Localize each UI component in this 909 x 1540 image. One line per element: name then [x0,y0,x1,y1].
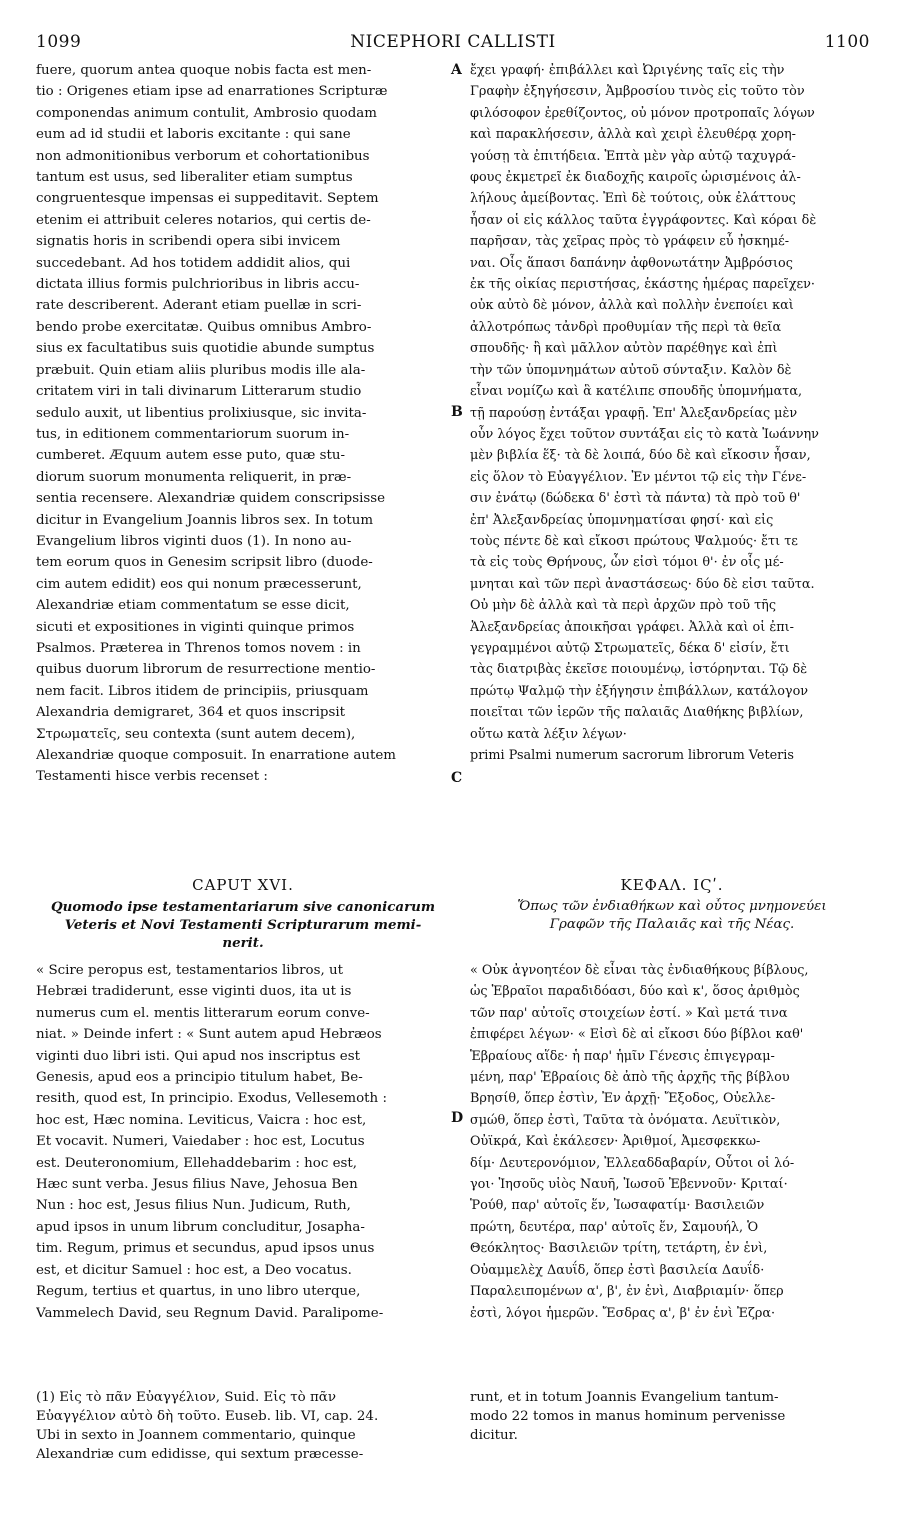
text-line: bendo probe exercitatæ. Quibus omnibus Ambro- [36,319,372,335]
footnote-right [470,1388,874,1445]
text-line: hoc est, Hæc nomina. Leviticus, Vaicra : hoc est, [36,1112,367,1128]
greek-column-top [470,60,874,766]
text-line: γοι· Ἰησοῦς υἱὸς Ναυῆ, Ἰωσοῦ Ἐβεννοῦν· Κριταί· [470,1177,788,1193]
text-line: Βρησίθ, ὅπερ ἐστὶν, Ἐν ἀρχῇ· Ἔξοδος, Οὐελλε- [470,1091,776,1107]
text-line: παρῆσαν, τὰς χεῖρας πρὸς τὸ γράφειν εὖ ἠσκημέ- [470,234,790,250]
greek-chapter-body [470,960,874,1324]
text-line: τὰ εἰς τοὺς Θρήνους, ὧν εἰσὶ τόμοι θ'· ἐν οἷς μέ- [470,555,784,571]
text-line: niat. » Deinde infert : « Sunt autem apud Hebræos [36,1027,382,1043]
text-line: Evangelium libros viginti duos (1). In nono au- [36,533,352,549]
text-line: critatem viri in tali divinarum Litterarum studio [36,384,362,400]
text-line: οὐκ αὐτὸ δὲ μόνον, ἀλλὰ καὶ πολλὴν ἐνεποίει καὶ [470,298,794,314]
text-line: « Scire peropus est, testamentarios libros, ut [36,963,343,978]
text-line: Εὐαγγέλιον αὐτὸ δὴ τοῦτο. Euseb. lib. VI, cap. 24. [36,1409,379,1424]
text-line: præbuit. Quin etiam aliis pluribus modis ille ala- [36,362,366,378]
text-line: εἰς ὅλον τὸ Εὐαγγέλιον. Ἐν μέντοι τῷ εἰς τὴν Γένε- [470,469,807,485]
text-line: Alexandriæ quoque composuit. In enarratione autem [36,748,396,763]
text-line: Στρωματεῖς, seu contexta (sunt autem decem), [36,726,356,742]
text-line: τῶν παρ' αὐτοῖς στοιχείων ἐστί. » Καὶ μετά τινα [470,1005,788,1021]
text-line: ποιεῖται τῶν ἱερῶν τῆς παλαιᾶς Διαθήκης βιβλίων, [470,705,804,721]
running-title: NICEPHORI CALLISTI [350,32,556,52]
text-line: cim autem edidit) eos qui nonum præcesserunt, [36,576,362,592]
text-line: apud ipsos in unum librum concluditur, Josapha- [36,1219,365,1235]
text-line: runt, et in totum Joannis Evangelium tantum- [470,1390,779,1405]
text-line: λήλους ἀμείβοντας. Ἐπὶ δὲ τούτοις, οὐκ ἐλάττους [470,191,796,207]
text-line: succedebant. Ad hos totidem addidit alios, qui [36,255,351,271]
text-line: οὕτω κατὰ λέξιν λέγων· [470,726,627,742]
text-line: dictata illius formis pulchrioribus in libris accu- [36,277,360,293]
text-line: « Οὐκ ἀγνοητέον δὲ εἶναι τὰς ἐνδιαθήκους βίβλους, [470,963,809,978]
text-line: γεγραμμένοι αὐτῷ Στρωματεῖς, δέκα δ' εἰσίν, ἔτι [470,640,790,656]
text-line: Γραφῶν τῆς Παλαιᾶς καὶ τῆς Νέας. [549,917,795,932]
text-line: Οὐ μὴν δὲ ἀλλὰ καὶ τὰ περὶ ἀρχῶν πρὸ τοῦ τῆς [470,598,776,614]
text-line: signatis horis in scribendi opera sibi invicem [36,234,341,250]
text-line: tio : Origenes etiam ipse ad enarrationes Scripturæ [36,84,388,100]
text-line: Ἑβραίους αἵδε· ἡ παρ' ἡμῖν Γένεσις ἐπιγεγραμ- [470,1048,775,1064]
text-line: Vammelech David, seu Regnum David. Paralipome- [36,1305,384,1321]
text-line: τὰς διατριβὰς ἐκεῖσε ποιουμένῳ, ἱστόρηνται. Τῷ δὲ [470,662,808,678]
text-line: τοὺς πέντε δὲ καὶ εἴκοσι πρώτους Ψαλμούς· ἔτι τε [470,533,798,549]
margin-marker-c: C [451,770,463,786]
latin-column-top [36,60,450,788]
text-line: congruentesque impensas ei suppeditavit. Septem [36,191,379,207]
greek-chapter-title [470,898,874,934]
text-line: Alexandriæ cum edidisse, qui sextum præcesse- [36,1447,364,1462]
text-line: φους ἐκμετρεῖ ἐκ διαδοχῆς καιροῖς ὡρισμένοις ἀλ- [470,170,801,186]
left-page-number: 1099 [36,32,82,52]
text-line: modo 22 tomos in manus hominum pervenisse [470,1409,786,1424]
text-line: δίμ· Δευτερονόμιον, Ἐλλεαδδαβαρίν, Οὗτοι οἱ λό- [470,1155,795,1171]
margin-marker-b: B [451,404,463,420]
text-line: Genesis, apud eos a principio titulum habet, Be- [36,1070,363,1086]
text-line: sentia recensere. Alexandriæ quidem conscripsisse [36,491,386,507]
latin-chapter-body [36,960,450,1324]
text-line: εἶναι νομίζω καὶ ἃ κατέλιπε σπουδῆς ὑπομνήματα, [470,384,803,400]
text-line: Ubi in sexto in Joannem commentario, quinque [36,1428,356,1443]
margin-marker-a: A [451,62,462,78]
text-line: Οὐαμμελὲχ Δαυΐδ, ὅπερ ἐστὶ βασιλεία Δαυΐδ· [470,1262,765,1278]
text-line: tus, in editionem commentariorum suorum in- [36,426,350,442]
text-line: Θεόκλητος· Βασιλειῶν τρίτη, τετάρτη, ἐν ἑνὶ, [470,1241,768,1257]
text-line: Hebræi tradiderunt, esse viginti duos, ita ut is [36,984,352,1000]
footnote-left [36,1388,450,1464]
text-line: ναι. Οἷς ἅπασι δαπάνην ἀφθονωτάτην Ἀμβρόσιος [470,255,793,271]
text-line: (1) Εἰς τὸ πᾶν Εὐαγγέλιον, Suid. Εἰς τὸ πᾶν [36,1390,336,1405]
text-line: componendas animum contulit, Ambrosio quodam [36,105,377,121]
text-line: ἔχει γραφή· ἐπιβάλλει καὶ Ὠριγένης ταῖς εἰς τὴν [470,63,785,78]
latin-chapter-heading: CAPUT XVI. [192,876,294,894]
text-line: ἐκ τῆς οἰκίας περιστήσας, ἑκάστης ἡμέρας παρεῖχεν· [470,277,815,293]
text-line: sius ex facultatibus suis quotidie abunde sumptus [36,341,375,357]
text-line: Οὐϊκρά, Καὶ ἐκάλεσεν· Ἀριθμοί, Ἀμεσφεκκω- [470,1134,761,1150]
text-line: Alexandria demigraret, 364 et quos inscripsit [36,705,346,721]
text-line: rate describerent. Aderant etiam puellæ in scri- [36,298,362,314]
greek-chapter-heading: ΚΕΦΑΛ. ΙϚʹ. [620,876,724,894]
text-line: Hæc sunt verba. Jesus filius Nave, Jehosua Ben [36,1177,358,1193]
latin-chapter-title [36,898,450,952]
text-line: καὶ παρακλήσεσιν, ἀλλὰ καὶ χειρὶ ἐλευθέρᾳ χορη- [470,127,796,143]
text-line: primi Psalmi numerum sacrorum librorum Veteris [470,748,794,763]
text-line: dicitur. [470,1428,518,1443]
text-line: est. Deuteronomium, Ellehaddebarim : hoc est, [36,1155,358,1171]
text-line: μὲν βιβλία ἕξ· τὰ δὲ λοιπά, δύο δὲ καὶ εἴκοσιν ἦσαν, [470,448,811,464]
margin-marker-d: D [451,1110,464,1126]
text-line: nerit. [222,935,264,951]
text-line: Alexandriæ etiam commentatum se esse dicit, [36,598,350,614]
text-line: μένη, παρ' Ἑβραίοις δὲ ἀπὸ τῆς ἀρχῆς τῆς βίβλου [470,1070,790,1086]
text-line: resith, quod est, In principio. Exodus, Vellesemoth : [36,1091,387,1107]
text-line: Quomodo ipse testamentariarum sive canonicarum [50,899,436,915]
text-line: ἐπιφέρει λέγων· « Εἰσὶ δὲ αἱ εἴκοσι δύο βίβλοι καθ' [470,1027,804,1043]
text-line: nem facit. Libros itidem de principiis, priusquam [36,683,369,699]
text-line: Regum, tertius et quartus, in uno libro uterque, [36,1284,361,1300]
text-line: ἀλλοτρόπως τἀνδρὶ προθυμίαν τῆς περὶ τὰ θεῖα [470,319,782,335]
text-line: Nun : hoc est, Jesus filius Nun. Judicum, Ruth, [36,1198,351,1214]
text-line: ὡς Ἑβραῖοι παραδιδόασι, δύο καὶ κ', ὅσος ἀριθμὸς [470,984,800,1000]
text-line: φιλόσοφον ἐρεθίζοντος, οὐ μόνον προτροπαῖς λόγων [470,105,815,121]
text-line: τὴν τῶν ὑπομνημάτων αὐτοῦ σύνταξιν. Καλὸν δὲ [470,362,792,378]
text-line: οὖν λόγος ἔχει τοῦτον συντάξαι εἰς τὸ κατὰ Ἰωάννην [470,426,819,442]
text-line: tem eorum quos in Genesim scripsit libro (duode- [36,555,373,571]
text-line: est, et dicitur Samuel : hoc est, a Deo vocatus. [36,1262,352,1278]
text-line: quibus duorum librorum de resurrectione mentio- [36,662,376,678]
running-header [36,32,870,56]
text-line: Testamenti hisce verbis recenset : [36,769,268,785]
text-line: Psalmos. Præterea in Threnos tomos novem : in [36,640,361,656]
text-line: πρώτῳ Ψαλμῷ τὴν ἐξήγησιν ἐπιβάλλων, κατάλογον [470,683,809,699]
text-line: Γραφὴν ἐξηγήσεσιν, Ἀμβροσίου τινὸς εἰς τοῦτο τὸν [470,84,805,100]
text-line: non admonitionibus verborum et cohortationibus [36,148,370,164]
text-line: diorum suorum monumenta reliquerit, in præ- [36,469,352,485]
text-line: tim. Regum, primus et secundus, apud ipsos unus [36,1241,375,1257]
text-line: tantum est usus, sed liberaliter etiam sumptus [36,170,353,186]
text-line: μνηται καὶ τῶν περὶ ἀναστάσεως· δύο δὲ εἰσι ταῦτα. [470,576,815,592]
text-line: Et vocavit. Numeri, Vaiedaber : hoc est, Locutus [36,1134,365,1150]
text-line: fuere, quorum antea quoque nobis facta est men- [36,63,372,78]
text-line: cumberet. Æquum autem esse puto, quæ stu- [36,448,346,464]
text-line: σμώθ, ὅπερ ἐστὶ, Ταῦτα τὰ ὀνόματα. Λευϊτικὸν, [470,1112,781,1128]
text-line: sicuti et expositiones in viginti quinque primos [36,619,355,635]
text-line: Παραλειπομένων α', β', ἐν ἑνὶ, Διαβριαμίν· ὅπερ [470,1284,784,1300]
text-line: Ὅπως τῶν ἐνδιαθήκων καὶ οὗτος μνημονεύει [517,899,827,914]
text-line: σπουδῆς· ἢ καὶ μᾶλλον αὐτὸν παρέθηγε καὶ ἐπὶ [470,341,778,357]
text-line: Ἀλεξανδρείας ἀποικῆσαι γράφει. Ἀλλὰ καὶ οἱ ἐπι- [470,619,794,635]
text-line: sedulo auxit, ut libentius prolixiusque, sic invita- [36,405,367,421]
text-line: σιν ἐνάτῳ (δώδεκα δ' ἐστὶ τὰ πάντα) τὰ πρὸ τοῦ θ' [470,491,801,507]
text-line: numerus cum el. mentis litterarum eorum conve- [36,1005,370,1021]
text-line: eum ad id studii et laboris excitante : qui sane [36,127,351,143]
text-line: γούσῃ τὰ ἐπιτήδεια. Ἑπτὰ μὲν γὰρ αὐτῷ ταχυγρά- [470,148,796,164]
text-line: τῇ παρούσῃ ἐντάξαι γραφῇ. Ἐπ' Ἀλεξανδρείας μὲν [470,405,798,421]
text-line: Ῥούθ, παρ' αὐτοῖς ἕν, Ἰωσαφατίμ· Βασιλειῶν [470,1198,765,1214]
right-page-number: 1100 [824,32,870,52]
text-line: ἦσαν οἱ εἰς κάλλος ταῦτα ἐγγράφοντες. Καὶ κόραι δὲ [470,212,817,228]
text-line: etenim ei attribuit celeres notarios, qui certis de- [36,212,371,228]
text-line: ἐστὶ, λόγοι ἡμερῶν. Ἔσδρας α', β' ἐν ἑνὶ Ἐζρα· [470,1305,776,1321]
text-line: πρώτη, δευτέρα, παρ' αὐτοῖς ἕν, Σαμουήλ, Ὁ [470,1219,759,1235]
text-line: dicitur in Evangelium Joannis libros sex. In totum [36,512,374,528]
text-line: ἐπ' Ἀλεξανδρείας ὑπομνηματίσαι φησί· καὶ εἰς [470,512,774,528]
text-line: viginti duo libri isti. Qui apud nos inscriptus est [36,1048,360,1064]
text-line: Veteris et Novi Testamenti Scripturarum memi- [64,917,422,933]
